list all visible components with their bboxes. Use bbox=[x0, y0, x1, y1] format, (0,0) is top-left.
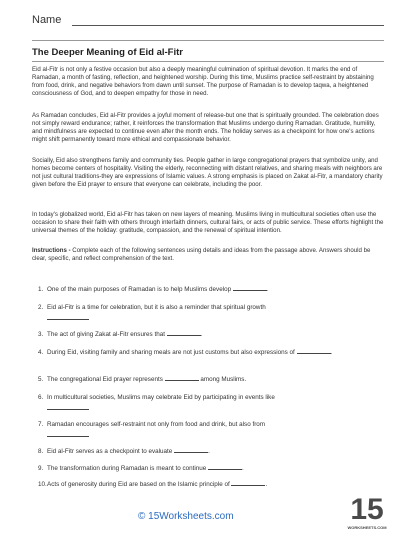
worksheets-logo-icon bbox=[347, 488, 387, 534]
question-text-end: among Muslims. bbox=[200, 376, 247, 383]
question-number: 7. bbox=[38, 421, 44, 428]
answer-blank[interactable] bbox=[165, 375, 199, 381]
answer-blank[interactable] bbox=[297, 348, 331, 354]
question-item bbox=[38, 303, 382, 320]
question-text: Eid al-Fitr serves as a checkpoint to evaluate bbox=[47, 448, 173, 455]
answer-blank[interactable] bbox=[231, 480, 268, 488]
question-text-end: . bbox=[266, 286, 269, 293]
question-item bbox=[38, 420, 382, 437]
question-number: 10. bbox=[38, 481, 47, 488]
question-text-end: . bbox=[200, 331, 203, 338]
worksheet-title: The Deeper Meaning of Eid al-Fitr bbox=[32, 47, 183, 58]
answer-blank[interactable] bbox=[174, 447, 208, 453]
question-text-end: . bbox=[330, 349, 333, 356]
answer-blank[interactable] bbox=[208, 464, 242, 470]
passage-paragraph: In today's globalized world, Eid al-Fitr has taken on new layers of meaning. Muslims living in multicultural societies often use the occasion to share their faith with others through interfaith dinners, cultural fairs, or acts of public service. These efforts highlight the universal themes of the holiday: gratitude, compassion, and the renewal of spiritual intention. bbox=[32, 211, 384, 235]
copyright-link[interactable]: © 15Worksheets.com bbox=[138, 511, 234, 522]
name-label: Name bbox=[32, 14, 62, 26]
question-item bbox=[38, 464, 382, 473]
passage-paragraph: As Ramadan concludes, Eid al-Fitr provides a joyful moment of release-but one that is spiritually grounded. The celebration does not simply reward endurance; rather, it reinforces the transformation that Muslims undergo during Ramadan. Gratitude, humility, and mindfulness are expected to continue even after the month ends. The holiday serves as a checkpoint for how one's actions might shift permanently toward more ethical and compassionate behavior. bbox=[32, 112, 379, 144]
answer-blank[interactable] bbox=[47, 312, 89, 320]
passage-paragraph: Eid al-Fitr is not only a festive occasion but also a deeply meaningful culmination of spiritual devotion. It marks the end of Ramadan, a month of fasting, reflection, and heightened worship. During this time, Muslims practice self-restraint by abstaining from food, drink, and negative behaviors from dawn until sunset. The purpose of Ramadan is to develop taqwa, a heightened consciousness of God, and to deepen empathy for those in need. bbox=[32, 66, 374, 98]
logo-number: 15 bbox=[350, 493, 384, 526]
question-item bbox=[38, 480, 382, 489]
question-item bbox=[38, 393, 382, 410]
question-text: Ramadan encourages self-restraint not only from food and drink, but also from bbox=[47, 421, 266, 428]
question-number: 6. bbox=[38, 394, 44, 401]
instructions-text: Complete each of the following sentences using details and ideas from the passage above. Answers should be clear, specific, and reflect comprehension of the text. bbox=[32, 247, 371, 263]
answer-blank[interactable] bbox=[167, 330, 201, 336]
question-text: In multicultural societies, Muslims may celebrate Eid by participating in events like bbox=[47, 394, 275, 401]
question-text-end: . bbox=[242, 465, 244, 472]
question-text: The congregational Eid prayer represents bbox=[47, 376, 163, 383]
passage-paragraph: Socially, Eid also strengthens family and community ties. People gather in large congregational prayers that symbolize unity, and homes become centers of hospitality. Visiting the elderly, reconnecting with distant relatives, and sharing meals with neighbors are not just cultural traditions-they are expressions of Islamic values. A strong emphasis is placed on Zakat al-Fitr, a mandatory charity given before the Eid prayer to ensure that everyone can celebrate, including the poor. bbox=[32, 157, 383, 189]
question-item bbox=[38, 447, 382, 456]
question-item bbox=[38, 330, 382, 339]
question-number: 2. bbox=[38, 304, 44, 311]
name-input-line[interactable] bbox=[72, 25, 384, 26]
logo-caption: WORKSHEETS.COM bbox=[347, 525, 387, 530]
question-number: 1. bbox=[38, 286, 44, 293]
question-text: One of the main purposes of Ramadan is to help Muslims develop bbox=[47, 286, 232, 293]
question-text: During Eid, visiting family and sharing meals are not just customs but also expressions of bbox=[47, 349, 295, 356]
question-text: The act of giving Zakat al-Fitr ensures that bbox=[47, 331, 165, 338]
answer-blank[interactable] bbox=[47, 429, 89, 437]
question-number: 8. bbox=[38, 448, 44, 455]
question-text: Acts of generosity during Eid are based on the Islamic principle of bbox=[47, 481, 230, 488]
question-number: 3. bbox=[38, 331, 44, 338]
question-text: Eid al-Fitr is a time for celebration, but it is also a reminder that spiritual growth bbox=[47, 304, 266, 311]
question-item bbox=[38, 348, 382, 357]
question-number: 9. bbox=[38, 465, 44, 472]
title-bar bbox=[32, 40, 384, 62]
instructions bbox=[32, 247, 384, 263]
answer-blank[interactable] bbox=[233, 285, 267, 291]
question-text-end: . bbox=[208, 448, 210, 455]
question-item bbox=[38, 285, 382, 294]
instructions-label: Instructions - bbox=[32, 247, 73, 254]
answer-blank[interactable] bbox=[47, 402, 89, 410]
question-text-end: . bbox=[265, 481, 268, 488]
name-row bbox=[32, 14, 384, 30]
question-item bbox=[38, 375, 382, 384]
question-text: The transformation during Ramadan is meant to continue bbox=[47, 465, 207, 472]
question-number: 4. bbox=[38, 349, 44, 356]
question-number: 5. bbox=[38, 376, 44, 383]
